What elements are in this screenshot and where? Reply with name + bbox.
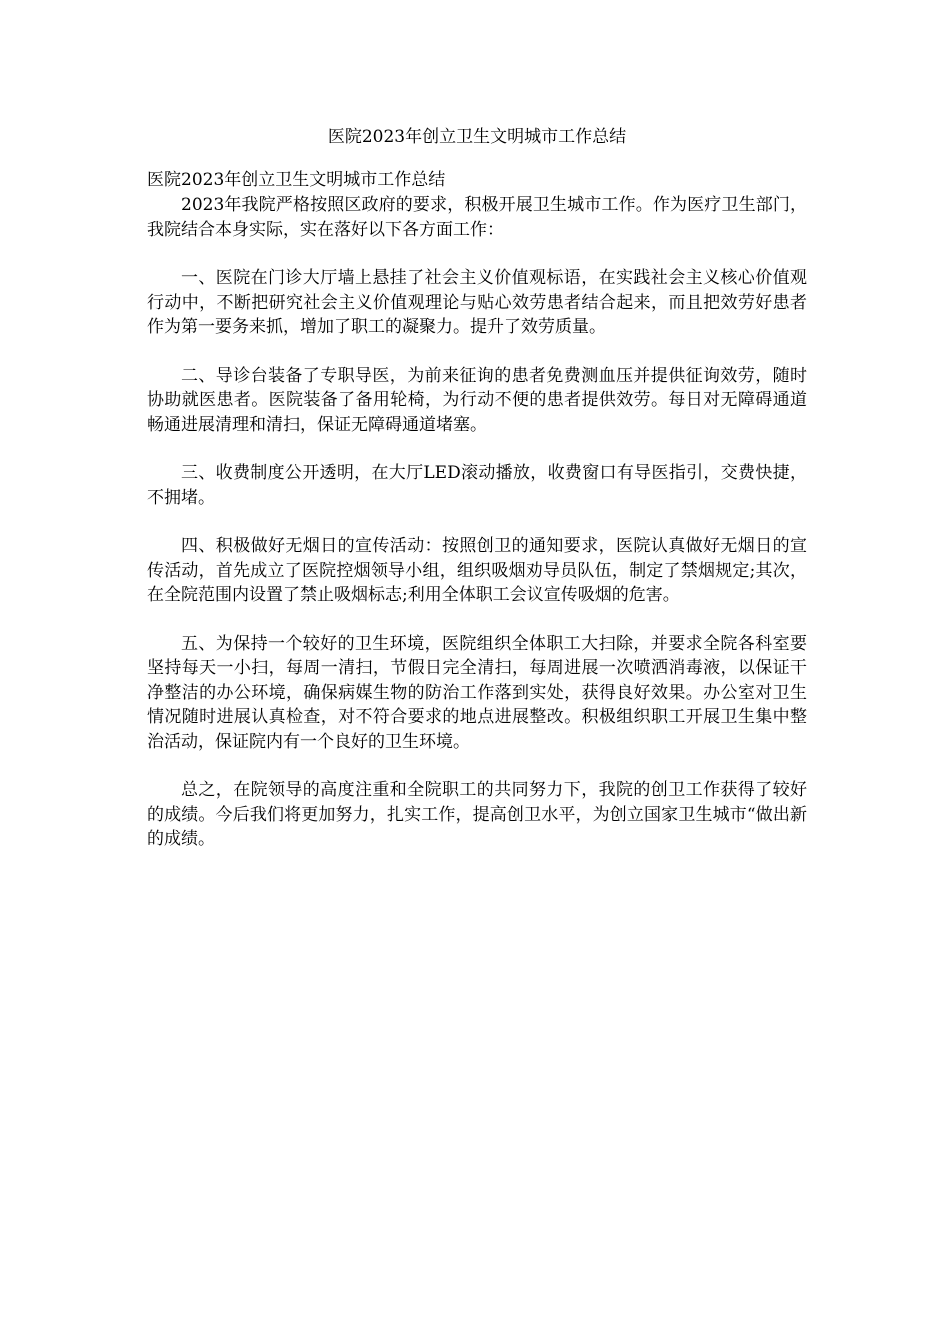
- paragraph-intro: 2023年我院严格按照区政府的要求，积极开展卫生城市工作。作为医疗卫生部门，我院结合本身实际，实在落好以下各方面工作：: [147, 195, 807, 240]
- paragraph-spacer: [147, 242, 807, 266]
- paragraph-spacer: [147, 340, 807, 364]
- paragraph-item-3: 三、收费制度公开透明，在大厅LED滚动播放，收费窗口有导医指引，交费快捷，不拥堵。: [147, 463, 807, 508]
- paragraph-item-5: 五、为保持一个较好的卫生环境，医院组织全体职工大扫除，并要求全院各科室要坚持每天一小扫，每周一清扫，节假日完全清扫，每周进展一次喷洒消毒液，以保证干净整洁的办公环境，确保病媒生物的防治工作落到实处，获得良好效果。办公室对卫生情况随时进展认真检查，对不符合要求的地点进展整改。积极组织职工开展卫生集中整治活动，保证院内有一个良好的卫生环境。: [147, 633, 807, 752]
- paragraph-item-1: 一、医院在门诊大厅墙上悬挂了社会主义价值观标语，在实践社会主义核心价值观行动中，不断把研究社会主义价值观理论与贴心效劳患者结合起来，而且把效劳好患者作为第一要务来抓，增加了职工的凝聚力。提升了效劳质量。: [147, 268, 807, 337]
- paragraph-spacer: [147, 510, 807, 534]
- paragraph-spacer: [147, 754, 807, 778]
- document-page: [147, 122, 807, 852]
- paragraph-spacer: [147, 608, 807, 632]
- paragraph-item-4: 四、积极做好无烟日的宣传活动：按照创卫的通知要求，医院认真做好无烟日的宣传活动，首先成立了医院控烟领导小组，组织吸烟劝导员队伍，制定了禁烟规定;其次，在全院范围内设置了禁止吸烟标志;利用全体职工会议宣传吸烟的危害。: [147, 536, 807, 605]
- document-title: 医院2023年创立卫生文明城市工作总结: [327, 127, 627, 147]
- paragraph-conclusion: 总之，在院领导的高度注重和全院职工的共同努力下，我院的创卫工作获得了较好的成绩。今后我们将更加努力，扎实工作，提高创卫水平，为创立国家卫生城市“做出新的成绩。: [147, 780, 807, 849]
- paragraph-spacer: [147, 437, 807, 461]
- document-subtitle: 医院2023年创立卫生文明城市工作总结: [147, 170, 446, 190]
- paragraph-item-2: 二、导诊台装备了专职导医，为前来征询的患者免费测血压并提供征询效劳，随时协助就医患者。医院装备了备用轮椅，为行动不便的患者提供效劳。每日对无障碍通道畅通进展清理和清扫，保证无障碍通道堵塞。: [147, 365, 807, 435]
